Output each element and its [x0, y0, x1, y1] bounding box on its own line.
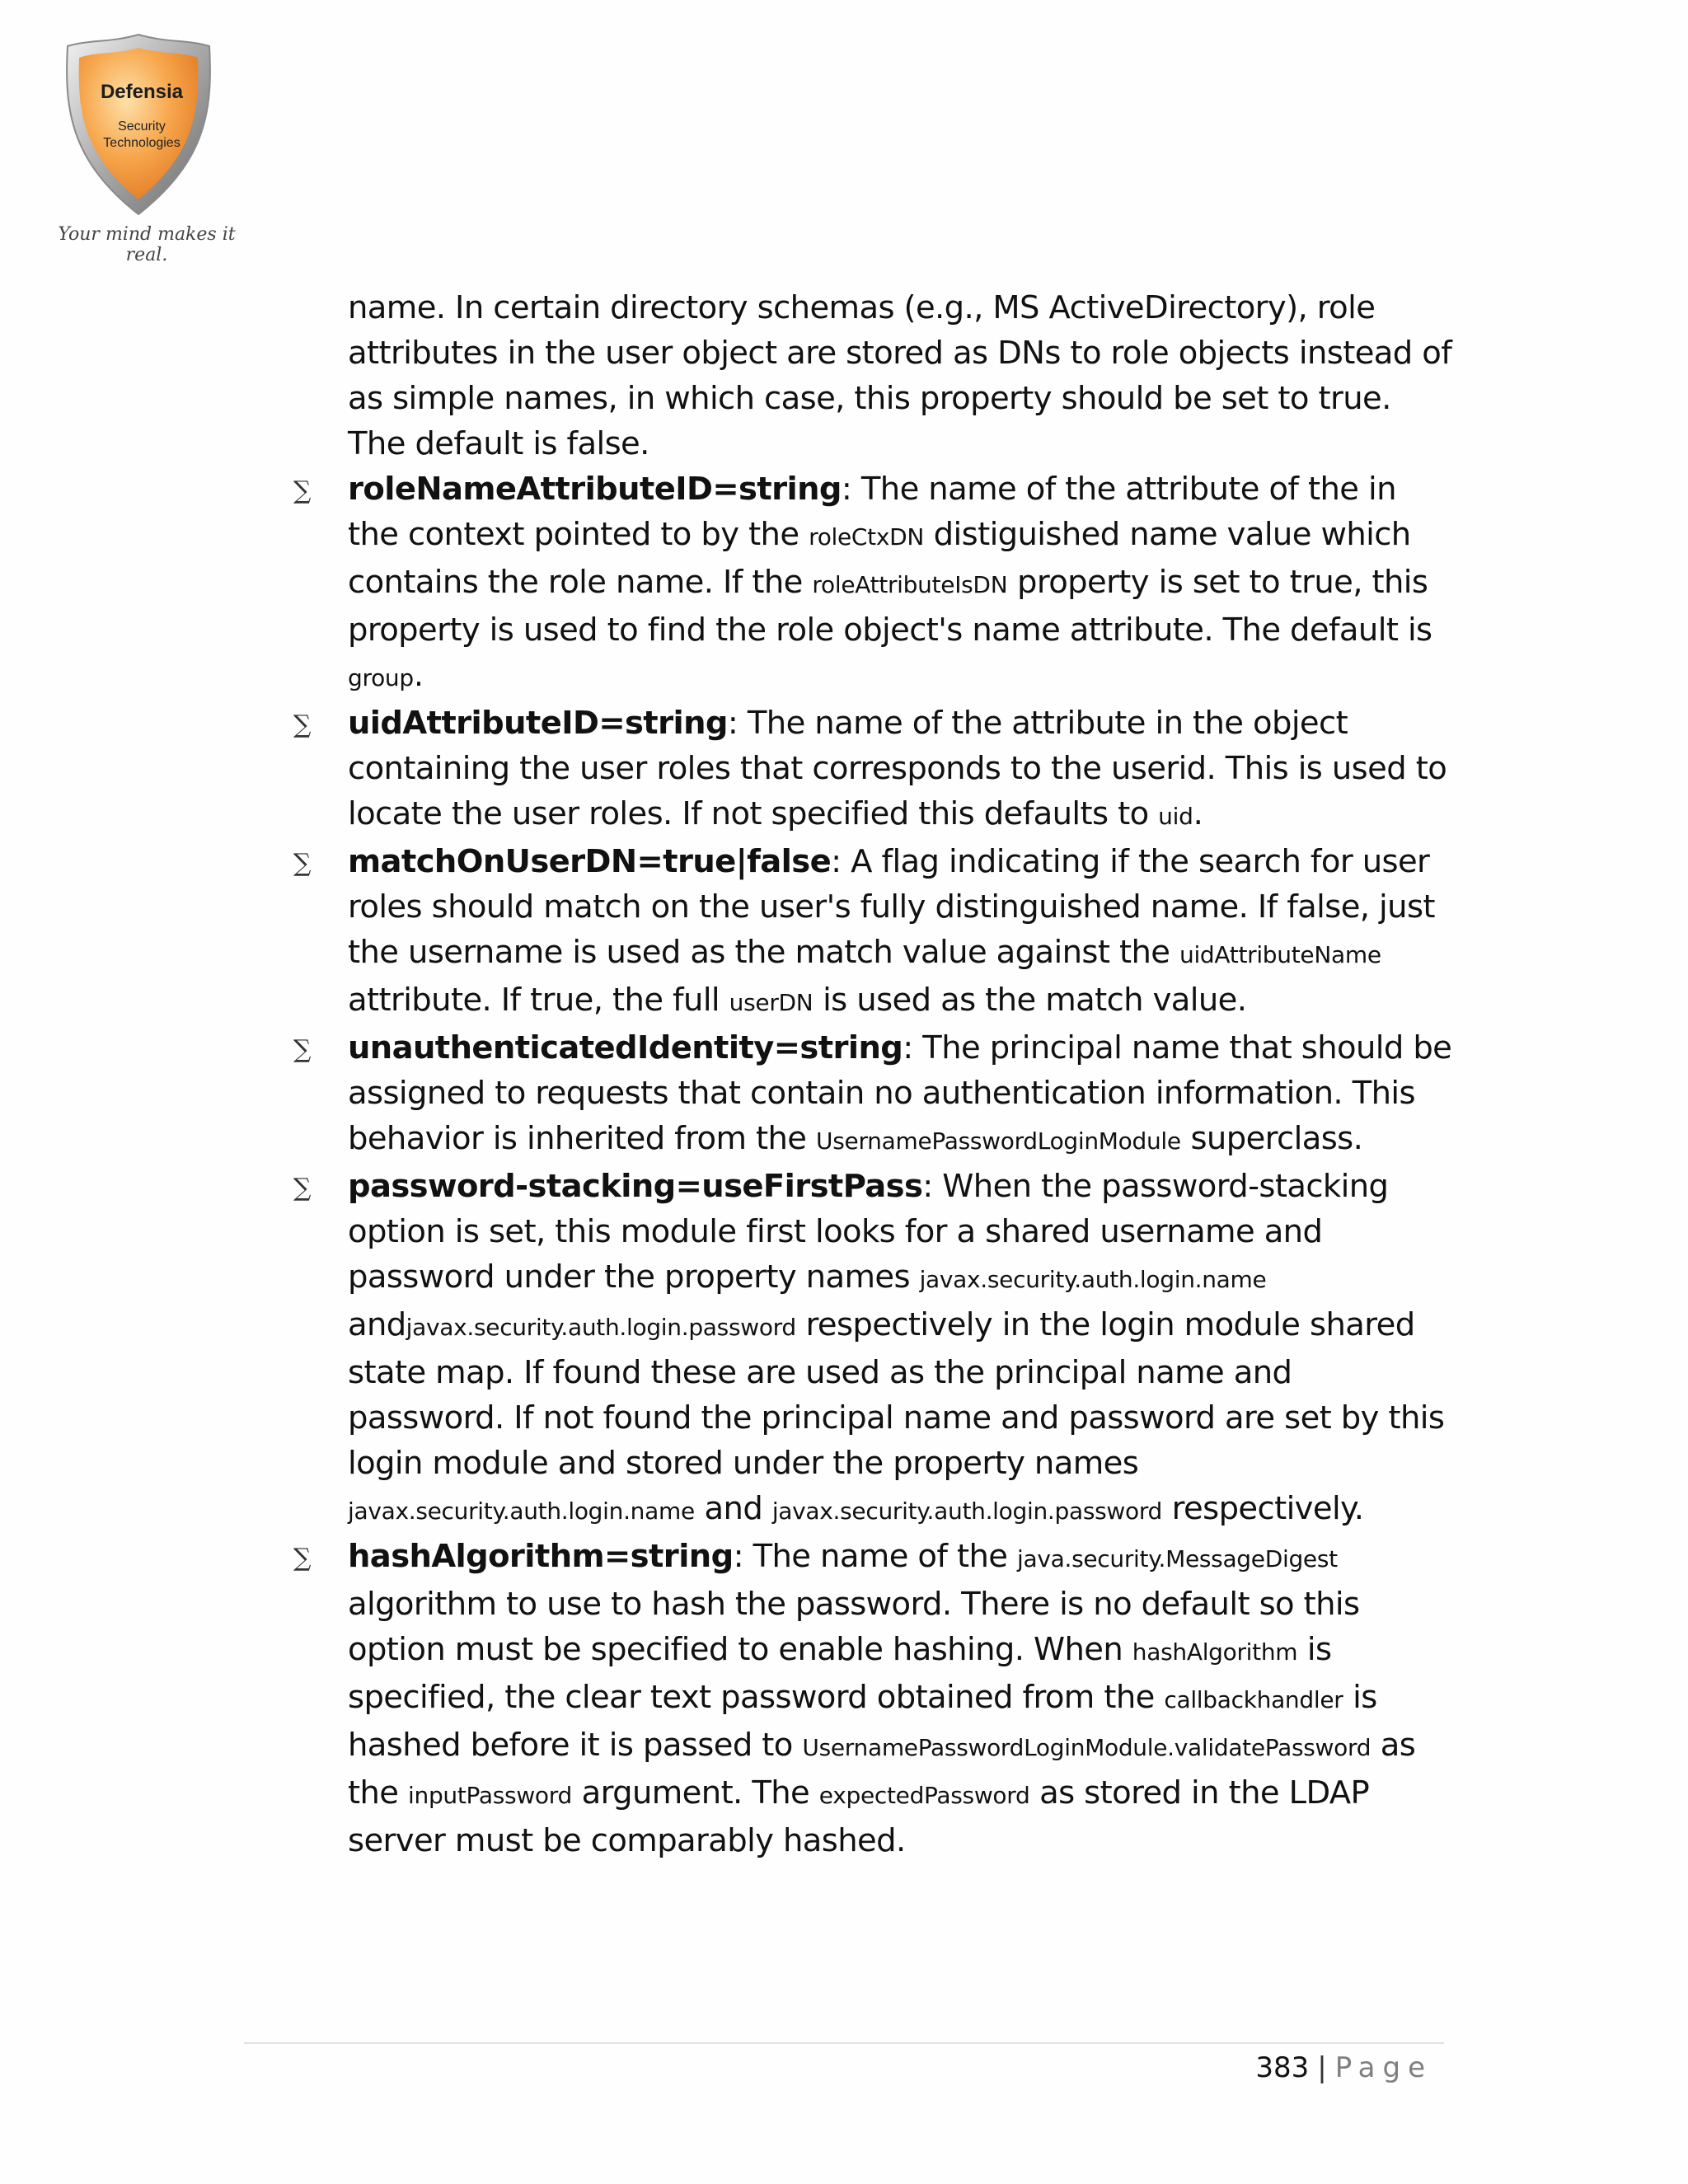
description-text: : A flag indicating if the search for user roles should match on the user's fully distinguished name. If false, just the username is used as the match value against the — [348, 843, 1435, 971]
code-identifier: hashAlgorithm — [1132, 1638, 1298, 1666]
code-identifier: userDN — [729, 989, 814, 1016]
code-identifier: group — [348, 664, 414, 691]
description-text: : The name of the attribute in the object containing the user roles that corresponds to the userid. This is used to locate the user roles. If not specified this defaults to — [348, 705, 1447, 832]
bullet-icon: ∑ — [293, 1174, 311, 1202]
option-term: hashAlgorithm=string — [348, 1538, 734, 1575]
description-text: respectively in the login module shared state map. If found these are used as the principal name and password. If not found the principal name and password are set by this login module and stored under the property names — [348, 1306, 1445, 1482]
logo-subtitle: Security Technologies — [103, 120, 181, 150]
footer-divider — [244, 2042, 1444, 2044]
description-text: respectively. — [1162, 1490, 1364, 1527]
description-text: is used as the match value. — [813, 982, 1247, 1019]
description-text: and — [694, 1490, 772, 1527]
bullet-icon: ∑ — [293, 1035, 311, 1064]
description-text: . — [413, 657, 424, 694]
description-text: argument. The — [571, 1774, 819, 1811]
footer-separator: | — [1317, 2051, 1327, 2084]
bullet-icon: ∑ — [293, 849, 311, 878]
code-identifier: javax.security.auth.login.name — [919, 1266, 1267, 1293]
code-identifier: roleAttributeIsDN — [812, 571, 1008, 598]
description-text: distiguished name value which contains the role name. If the — [348, 516, 1411, 601]
description-text: as the — [348, 1727, 1416, 1811]
bullet-icon: ∑ — [293, 1544, 311, 1572]
code-identifier: uidAttributeName — [1179, 941, 1381, 968]
description-text: : When the password-stacking option is set, this module first looks for a shared username and password under the property names — [348, 1168, 1389, 1296]
intro-paragraph: name. In certain directory schemas (e.g., MS ActiveDirectory), role attributes in the user object are stored as DNs to role objects instead of as simple names, in which case, this property should be set to true. The default is false. — [348, 289, 1452, 462]
description-text: and — [348, 1306, 406, 1343]
list-item — [293, 1164, 1452, 1534]
code-identifier: UsernamePasswordLoginModule — [816, 1127, 1181, 1155]
option-list — [293, 466, 1452, 1863]
description-text: as stored in the LDAP server must be comparably hashed. — [348, 1774, 1370, 1859]
code-identifier: uid — [1158, 803, 1193, 830]
list-item — [293, 701, 1452, 839]
code-identifier: javax.security.auth.login.password — [771, 1497, 1163, 1525]
description-text: algorithm to use to hash the password. There is no default so this option must be specified to enable hashing. When — [348, 1586, 1360, 1668]
description-text: superclass. — [1180, 1120, 1363, 1157]
company-logo — [56, 30, 237, 265]
option-term: uidAttributeID=string — [348, 705, 728, 742]
option-term: matchOnUserDN=true|false — [348, 843, 832, 880]
description-text: is hashed before it is passed to — [348, 1679, 1377, 1764]
page-label: Page — [1334, 2051, 1432, 2084]
code-identifier: javax.security.auth.login.password — [406, 1314, 796, 1341]
list-item — [293, 839, 1452, 1025]
bullet-icon: ∑ — [293, 476, 311, 505]
page-content — [293, 285, 1452, 1863]
option-term: password-stacking=useFirstPass — [348, 1168, 923, 1205]
description-text: . — [1193, 795, 1203, 832]
description-text: is specified, the clear text password obtained from the — [348, 1631, 1332, 1716]
code-identifier: UsernamePasswordLoginModule.validatePassword — [802, 1734, 1372, 1761]
list-item — [293, 466, 1452, 701]
logo-tagline: Your mind makes it real. — [58, 224, 236, 265]
description-text: : The principal name that should be assigned to requests that contain no authentication information. This behavior is inherited from the — [348, 1029, 1452, 1157]
page-footer — [1255, 2049, 1432, 2087]
description-text: property is set to true, this property is used to find the role object's name attribute. The default is — [348, 564, 1432, 649]
code-identifier: java.security.MessageDigest — [1017, 1545, 1338, 1572]
description-text: : The name of the attribute of the in the context pointed to by the — [348, 471, 1396, 553]
code-identifier: callbackhandler — [1164, 1686, 1343, 1713]
bullet-icon: ∑ — [293, 710, 311, 739]
code-identifier: inputPassword — [408, 1782, 572, 1809]
logo-name: Defensia — [100, 81, 184, 103]
code-identifier: javax.security.auth.login.name — [348, 1497, 695, 1525]
code-identifier: roleCtxDN — [809, 523, 925, 551]
list-item — [293, 1534, 1452, 1863]
list-item — [293, 1025, 1452, 1164]
option-term: roleNameAttributeID=string — [348, 471, 842, 508]
option-term: unauthenticatedIdentity=string — [348, 1029, 903, 1066]
description-text: : The name of the — [733, 1538, 1018, 1575]
code-identifier: expectedPassword — [818, 1782, 1030, 1809]
page-number: 383 — [1255, 2051, 1310, 2084]
description-text: attribute. If true, the full — [348, 982, 729, 1019]
